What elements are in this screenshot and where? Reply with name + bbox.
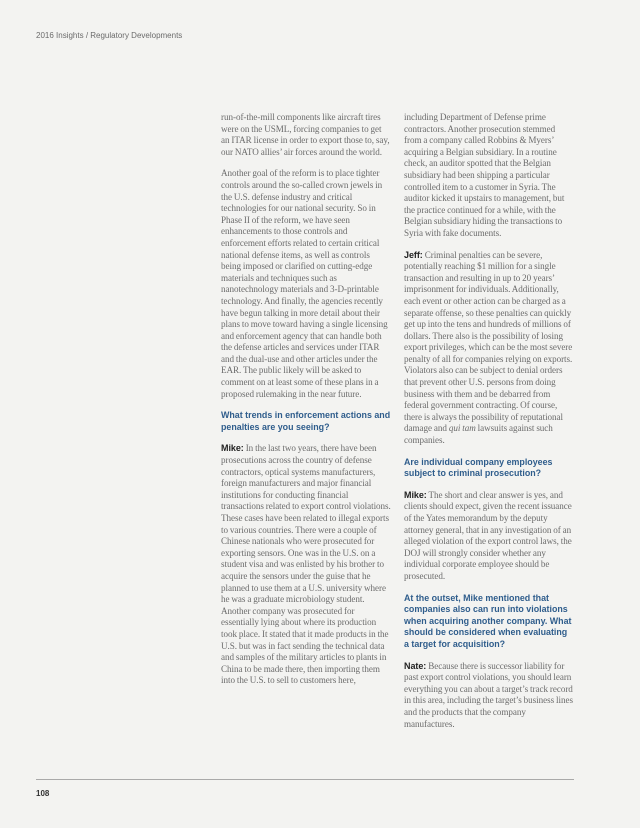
body-paragraph: including Department of Defense prime contractors. Another prosecution stemmed from a company called Robbins & Myers’ acquiring a Belgian subsidiary. In a routine check, an auditor spotted that the Belgian subsidiary had been shipping a particular controlled item to a customer in Syria. The auditor kicked it upstairs to management, but the practice continued for a while, with the Belgian subsidiary hiding the transactions to Syria with fake documents. xyxy=(404,112,565,238)
footer-divider xyxy=(36,779,574,780)
answer-paragraph xyxy=(404,490,574,583)
answer-paragraph xyxy=(221,443,391,686)
body-paragraph: Another goal of the reform is to place tighter controls around the so-called crown jewels in the U.S. defense industry and critical technologies for our national security. So in Phase II of the reform, we have seen enhancements to those controls and enforcement efforts related to certain critical national defense items, as well as controls being imposed or clarified on cutting-edge materials and techniques such as nanotechnology materials and 3-D-printable technology. And finally, the agencies recently have begun talking in more detail about their plans to move toward having a single licensing and enforcement agency that can handle both the defense articles and services under ITAR and the dual-use and other articles under the EAR. The public likely will be asked to comment on at least some of these plans in a proposed rulemaking in the near future. xyxy=(221,168,388,399)
answer-text: lawsuits against such companies. xyxy=(404,423,553,446)
speaker-label: Nate: xyxy=(404,660,427,671)
answer-paragraph xyxy=(404,661,574,731)
question-heading: Are individual company employees subject to criminal prosecution? xyxy=(404,456,553,479)
speaker-label: Mike: xyxy=(221,443,244,454)
speaker-label: Jeff: xyxy=(404,249,423,260)
running-header: 2016 Insights / Regulatory Developments xyxy=(36,31,183,40)
answer-text: In the last two years, there have been prosecutions across the country of defense contractors, optical systems manufacturers, foreign manufacturers and major financial institutions for conducting financial transactions related to export control violations. These cases have been related to illegal exports to various countries. There were a couple of Chinese nationals who were prosecuted for exporting sensors. One was in the U.S. on a student visa and was enlisted by his brother to acquire the sensors under the guise that he planned to use them at a U.S. university where he was a graduate microbiology student. Another company was prosecuted for essentially lying about where its production took place. It stated that it made products in the U.S. but was in fact sending the technical data and samples of the military articles to plants in China to be made there, then importing them into the U.S. to sell to customers here, xyxy=(221,443,391,686)
answer-text: The short and clear answer is yes, and clients should expect, given the recent issuance of the Yates memorandum by the deputy attorney general, that in any investigation of an alleged violation of the export control laws, the DOJ will strongly consider whether any individual corporate employee should be prosecuted. xyxy=(404,489,572,581)
answer-text: Because there is successor liability for past export control violations, you should learn everything you can about a target’s track record in this area, including the target’s business lines and the products that the company manufactures. xyxy=(404,660,573,729)
question-heading: At the outset, Mike mentioned that companies also can run into violations when acquiring another company. What should be considered when evaluating a target for acquisition? xyxy=(404,592,572,649)
answer-paragraph xyxy=(404,250,574,447)
left-column xyxy=(221,112,391,697)
right-column xyxy=(404,112,574,740)
page-number: 108 xyxy=(36,789,50,798)
italic-term: qui tam xyxy=(448,423,476,434)
answer-text: Criminal penalties can be severe, potentially reaching $1 million for a single transaction and resulting in up to 20 years’ imprisonment for individuals. Additionally, each event or other action can be charged as a separate offense, so these penalties can quickly get up into the tens and hundreds of millions of dollars. There also is the possibility of losing export privileges, which can be the most severe penalty of all for companies relying on exports. Violators also can be subject to denial orders that prevent other U.S. persons from doing business with them and be debarred from federal government contracting. Of course, there is always the possibility of reputational damage and xyxy=(404,249,573,434)
body-paragraph: run-of-the-mill components like aircraft tires were on the USML, forcing companies to get an ITAR license in order to export those to, say, our NATO allies’ air forces around the world. xyxy=(221,112,390,157)
question-heading: What trends in enforcement actions and penalties are you seeing? xyxy=(221,410,391,432)
speaker-label: Mike: xyxy=(404,489,427,500)
